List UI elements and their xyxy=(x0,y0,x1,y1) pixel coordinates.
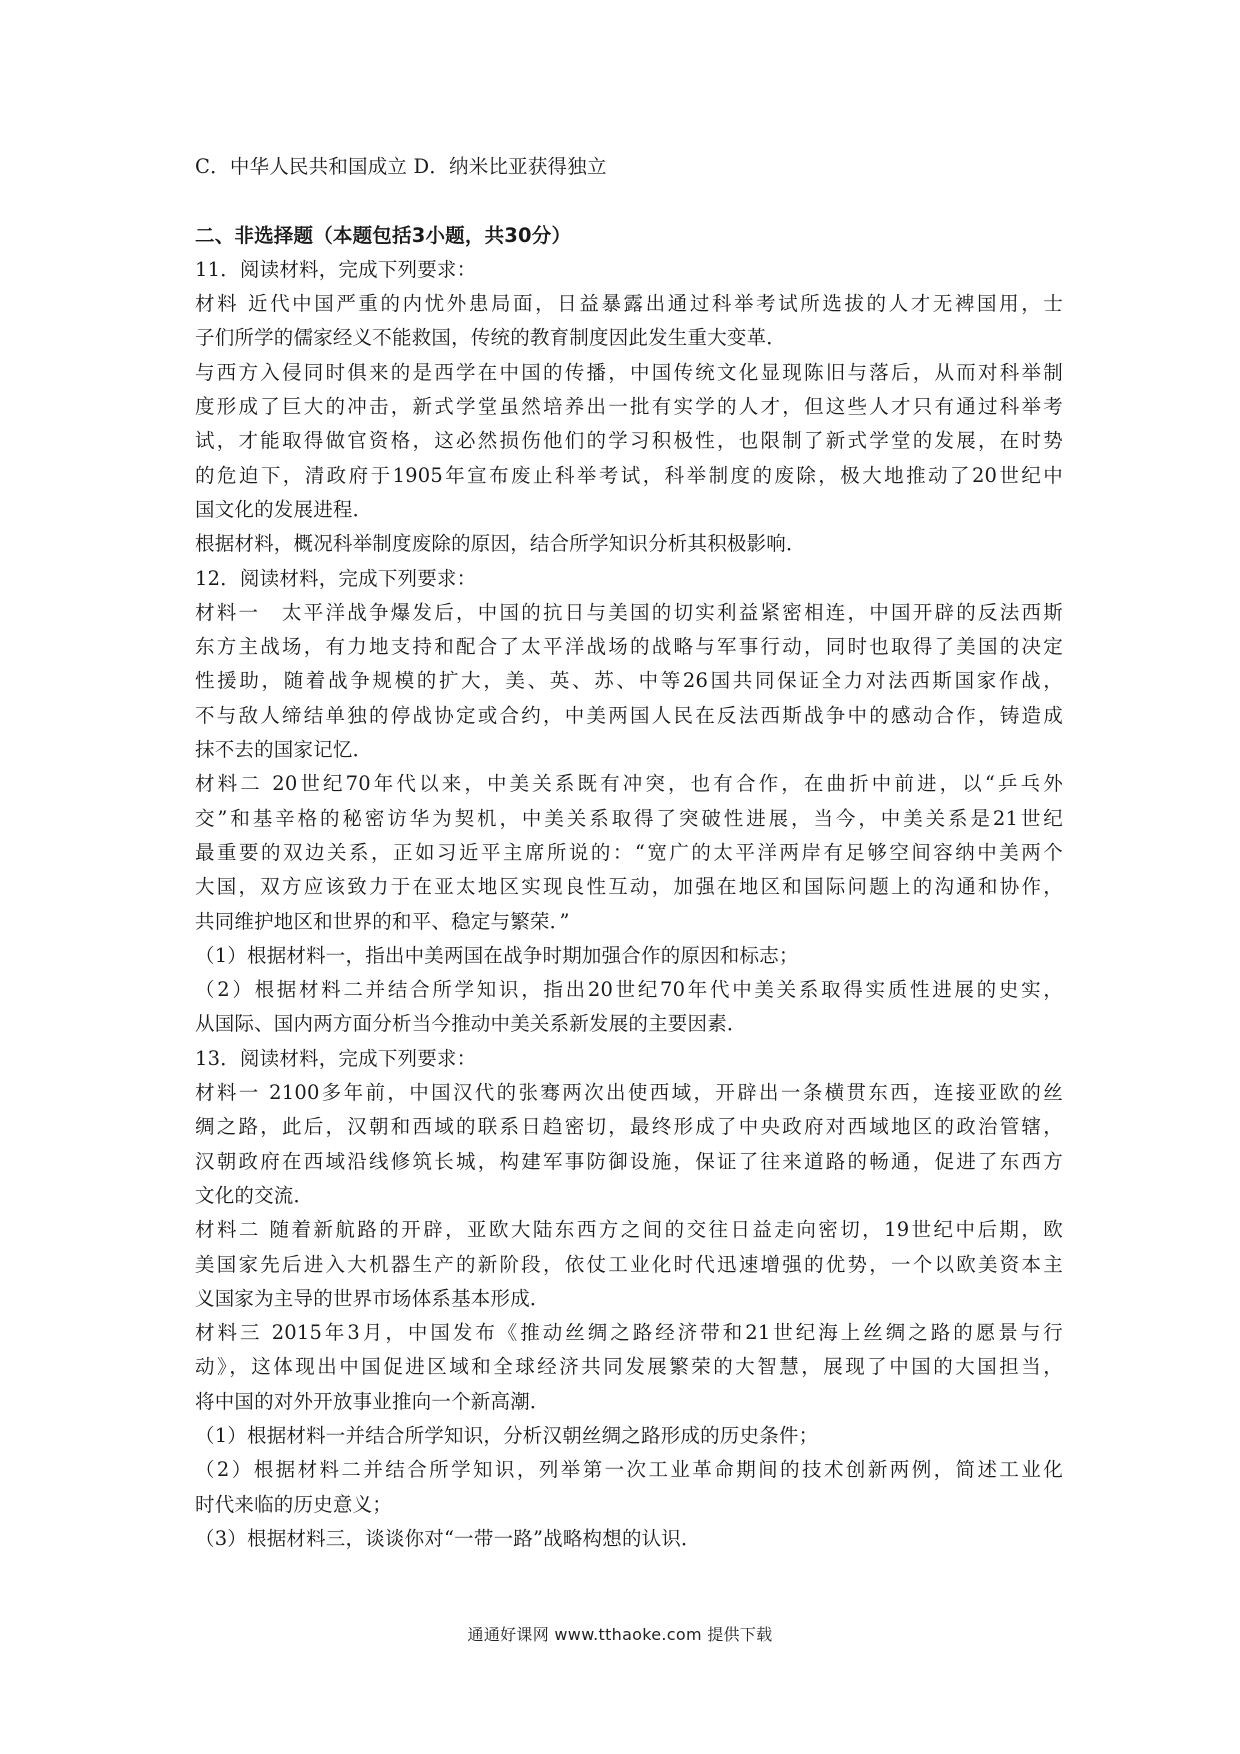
q13-question-1: （1）根据材料一并结合所学知识，分析汉朝丝绸之路形成的历史条件； xyxy=(195,1423,819,1447)
q13-material1-line: 绸之路，此后，汉朝和西域的联系日趋密切，最终形成了中央政府对西域地区的政治管辖， xyxy=(195,1115,1063,1139)
q11-material-line: 试，才能取得做官资格，这必然损伤他们的学习积极性，也限制了新式学堂的发展，在时势 xyxy=(195,429,1063,453)
q13-material3-line: 将中国的对外开放事业推向一个新高潮． xyxy=(195,1389,550,1413)
q13-question-2-line: 时代来临的历史意义； xyxy=(195,1492,393,1516)
q11-material-line: 子们所学的儒家经义不能救国，传统的教育制度因此发生重大变革． xyxy=(195,326,787,350)
options-tail: C．中华人民共和国成立 D．纳米比亚获得独立 xyxy=(195,155,607,178)
q11-material-line: 的危迫下，清政府于1905年宣布废止科举考试，科举制度的废除，极大地推动了20世纪中 xyxy=(195,463,1063,487)
q13-material2-line: 美国家先后进入大机器生产的新阶段，依仗工业化时代迅速增强的优势，一个以欧美资本主 xyxy=(195,1252,1063,1276)
document-body xyxy=(195,150,1063,1556)
q13-material2-line: 义国家为主导的世界市场体系基本形成． xyxy=(195,1286,550,1310)
q12-material2-line: 材料二 20世纪70年代以来，中美关系既有冲突，也有合作，在曲折中前进，以“乒乓外 xyxy=(195,772,1063,796)
q11-material-line: 国文化的发展进程． xyxy=(195,497,373,521)
page-footer: 通通好课网 www.tthaoke.com 提供下载 xyxy=(467,1625,773,1644)
q11-material-line: 与西方入侵同时俱来的是西学在中国的传播，中国传统文化显现陈旧与落后，从而对科举制 xyxy=(195,360,1063,384)
spacer xyxy=(195,184,1063,218)
q13-material2-line: 材料二 随着新航路的开辟，亚欧大陆东西方之间的交往日益走向密切，19世纪中后期，欧 xyxy=(195,1218,1063,1242)
q12-material1-line: 不与敌人缔结单独的停战协定或合约，中美两国人民在反法西斯战争中的感动合作，铸造成 xyxy=(195,703,1063,727)
q13-material1-line: 文化的交流． xyxy=(195,1183,314,1207)
q11-question: 根据材料，概况科举制度废除的原因，结合所学知识分析其积极影响． xyxy=(195,532,806,556)
q13-material1-line: 汉朝政府在西域沿线修筑长城，构建军事防御设施，保证了往来道路的畅通，促进了东西方 xyxy=(195,1149,1063,1173)
q11-material-line: 材料 近代中国严重的内忧外患局面，日益暴露出通过科举考试所选拔的人才无裨国用，士 xyxy=(195,292,1063,316)
q12-material1-line: 抹不去的国家记忆． xyxy=(195,738,373,762)
q12-material2-line: 交”和基辛格的秘密访华为契机，中美关系取得了突破性进展，当今，中美关系是21世纪 xyxy=(195,806,1063,830)
q13-question-3: （3）根据材料三，谈谈你对“一带一路”战略构想的认识． xyxy=(195,1526,701,1550)
q13-material3-line: 材料三 2015年3月，中国发布《推动丝绸之路经济带和21世纪海上丝绸之路的愿景与行 xyxy=(195,1321,1063,1345)
q12-material1-line: 材料一 太平洋战争爆发后，中国的抗日与美国的切实利益紧密相连，中国开辟的反法西斯 xyxy=(195,600,1063,624)
q11-stem: 11．阅读材料，完成下列要求： xyxy=(195,257,477,281)
q13-question-2-line: （2）根据材料二并结合所学知识，列举第一次工业革命期间的技术创新两例，简述工业化 xyxy=(195,1458,1063,1482)
q12-material1-line: 性援助，随着战争规模的扩大，美、英、苏、中等26国共同保证全力对法西斯国家作战， xyxy=(195,669,1063,693)
q11-material-line: 度形成了巨大的冲击，新式学堂虽然培养出一批有实学的人才，但这些人才只有通过科举考 xyxy=(195,395,1063,419)
q12-material1-line: 东方主战场，有力地支持和配合了太平洋战场的战略与军事行动，同时也取得了美国的决定 xyxy=(195,635,1063,659)
q13-material3-line: 动》，这体现出中国促进区域和全球经济共同发展繁荣的大智慧，展现了中国的大国担当， xyxy=(195,1355,1063,1379)
q12-question-2-line: （2）根据材料二并结合所学知识，指出20世纪70年代中美关系取得实质性进展的史实， xyxy=(195,978,1063,1002)
q13-stem: 13．阅读材料，完成下列要求： xyxy=(195,1046,477,1070)
q12-material2-line: 最重要的双边关系，正如习近平主席所说的：“宽广的太平洋两岸有足够空间容纳中美两个 xyxy=(195,840,1063,864)
q12-question-2-line: 从国际、国内两方面分析当今推动中美关系新发展的主要因素． xyxy=(195,1012,747,1036)
q12-question-1: （1）根据材料一，指出中美两国在战争时期加强合作的原因和标志； xyxy=(195,943,799,967)
section-heading: 二、非选择题（本题包括3小题，共30分） xyxy=(195,223,572,247)
q13-material1-line: 材料一 2100多年前，中国汉代的张骞两次出使西域，开辟出一条横贯东西，连接亚欧的丝 xyxy=(195,1081,1063,1105)
q12-material2-line: 共同维护地区和世界的和平、稳定与繁荣．” xyxy=(195,909,570,933)
q12-material2-line: 大国，双方应该致力于在亚太地区实现良性互动，加强在地区和国际问题上的沟通和协作， xyxy=(195,875,1063,899)
q12-stem: 12．阅读材料，完成下列要求： xyxy=(195,566,477,590)
